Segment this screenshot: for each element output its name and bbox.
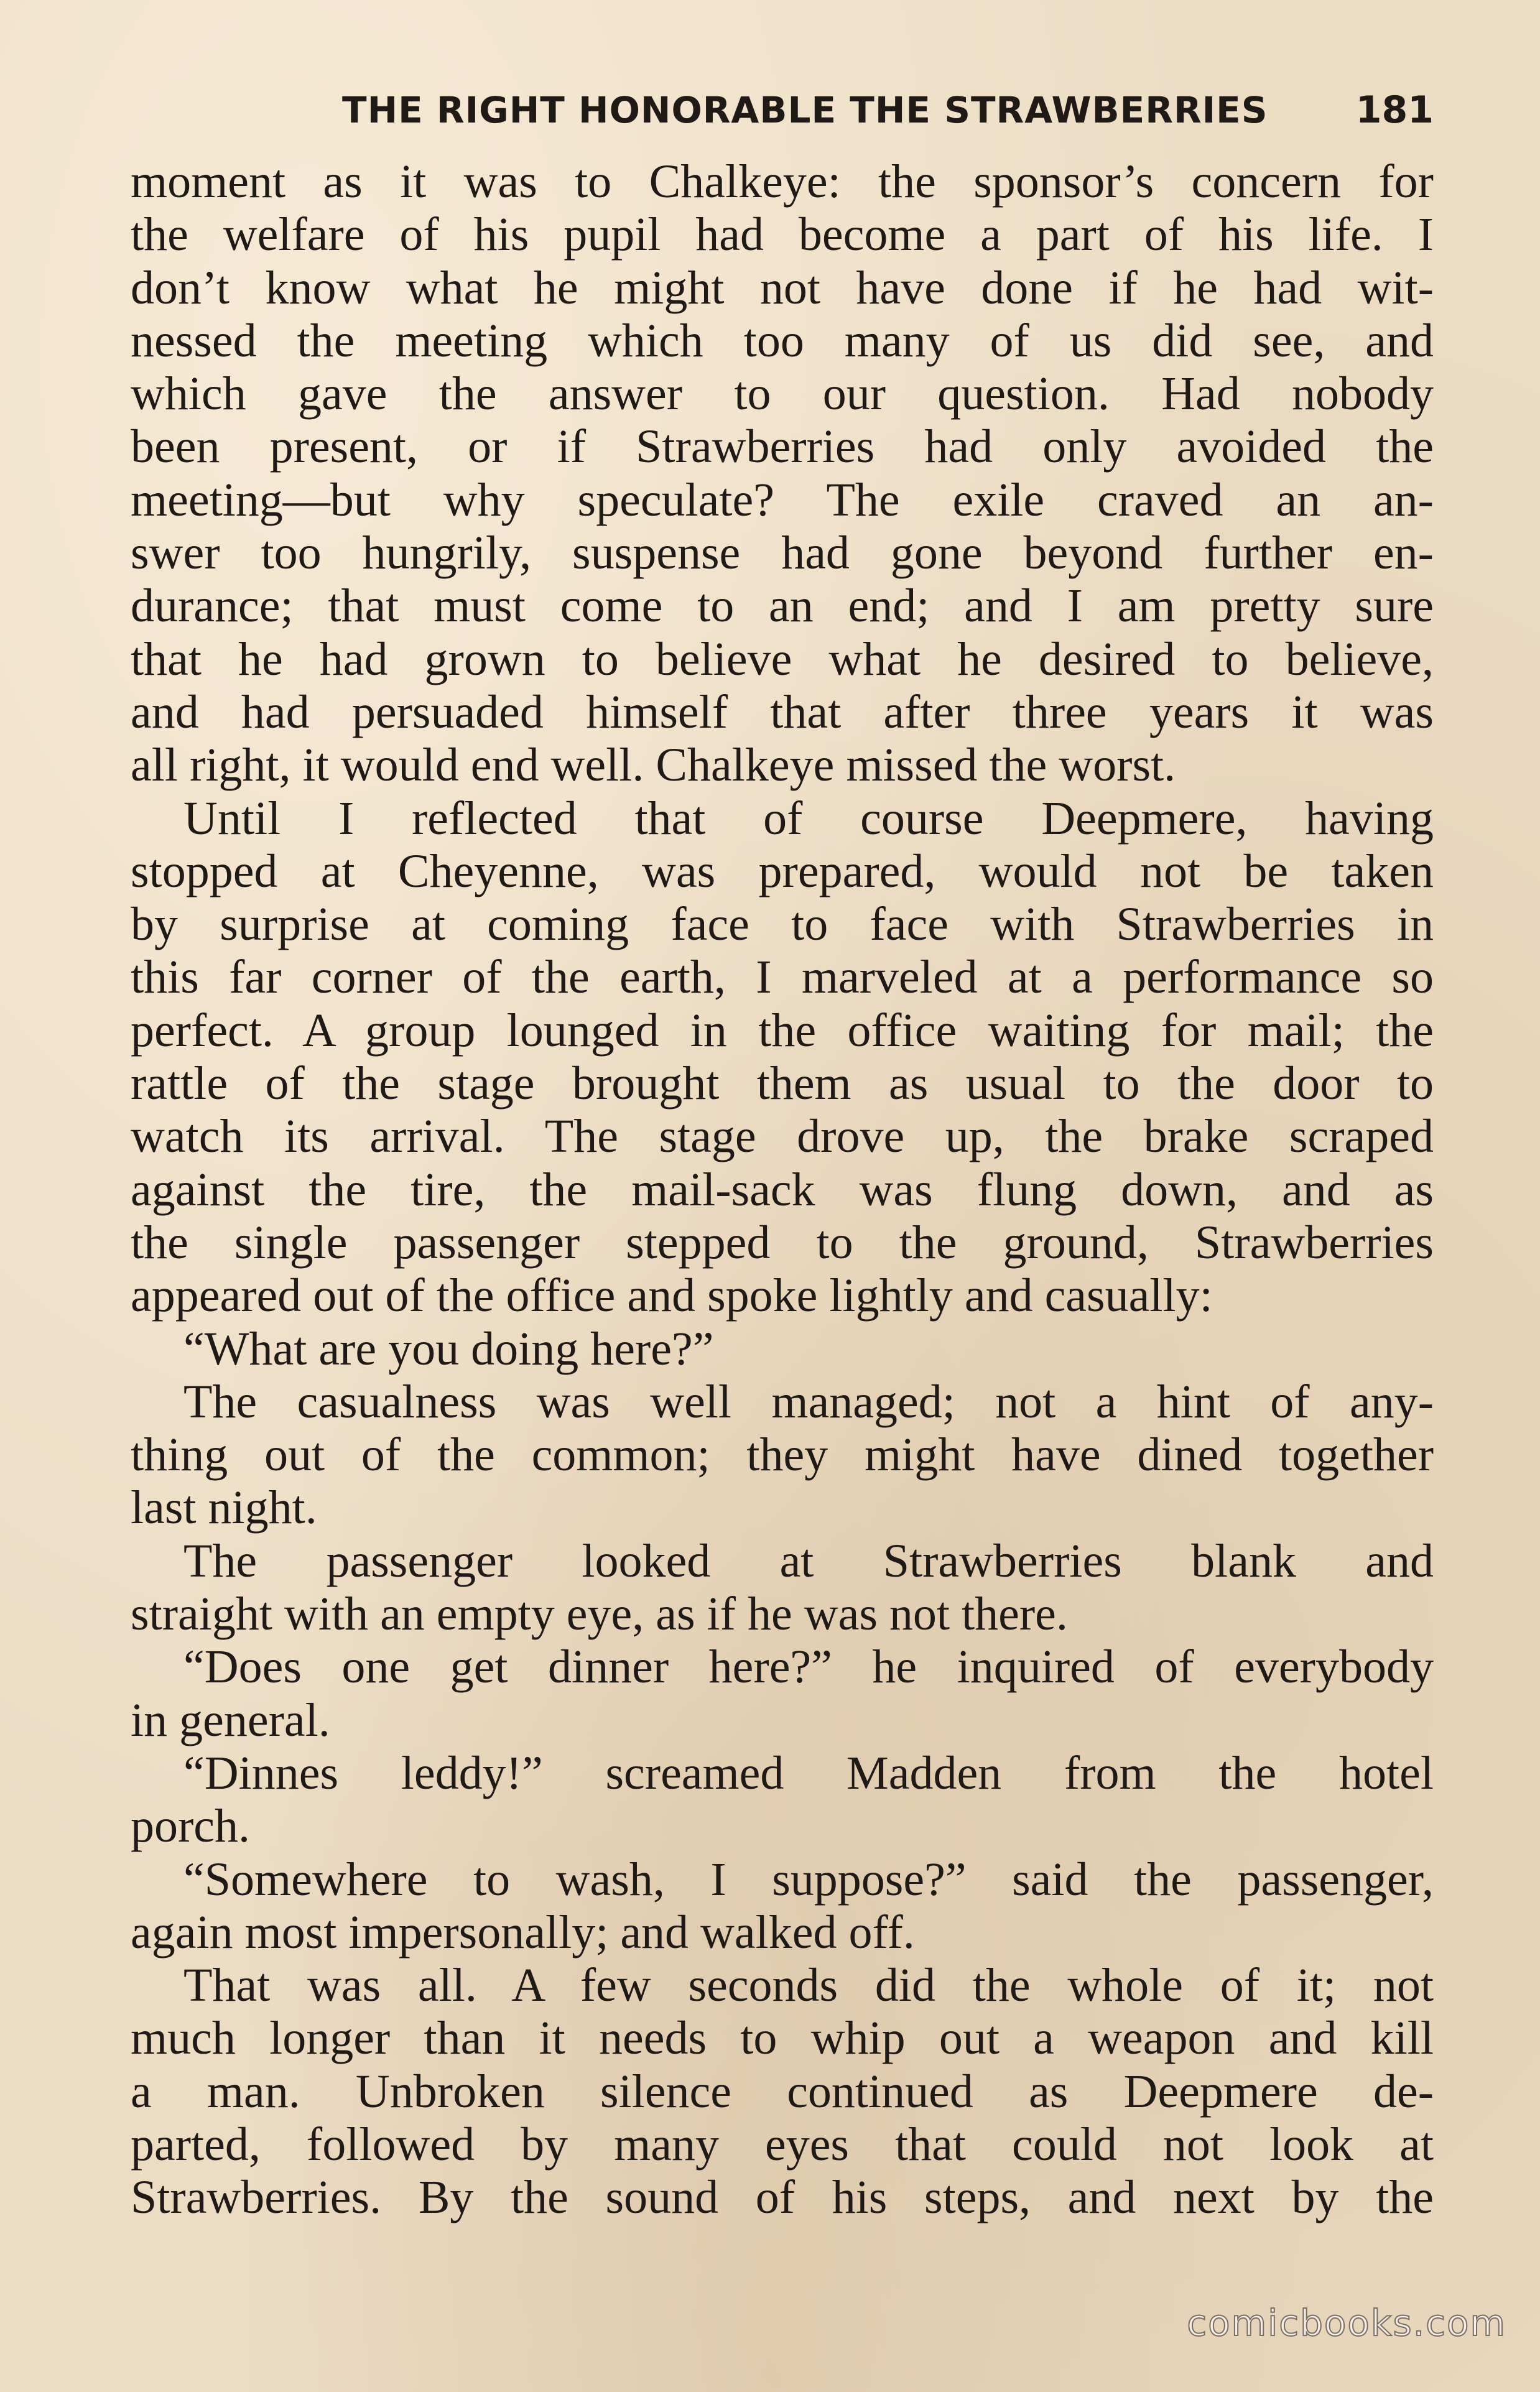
text-line: and had persuaded himself that after three years it was bbox=[131, 685, 1434, 738]
text-line: again most impersonally; and walked off. bbox=[131, 1906, 915, 1959]
text-line: by surprise at coming face to face with Strawberries in bbox=[131, 898, 1434, 951]
text-line: the single passenger stepped to the ground, Strawberries bbox=[131, 1216, 1434, 1269]
text-line: watch its arrival. The stage drove up, the brake scraped bbox=[131, 1110, 1434, 1163]
text-line: nessed the meeting which too many of us did see, and bbox=[131, 314, 1434, 367]
text-line: thing out of the common; they might have dined together bbox=[131, 1429, 1434, 1481]
text-line: been present, or if Strawberries had only avoided the bbox=[131, 420, 1434, 473]
text-line: porch. bbox=[131, 1800, 251, 1853]
text-line: Strawberries. By the sound of his steps, and next by the bbox=[131, 2171, 1434, 2224]
text-line: the welfare of his pupil had become a part of his life. I bbox=[131, 208, 1434, 261]
text-line: much longer than it needs to whip out a weapon and kill bbox=[131, 2012, 1434, 2065]
watermark: comicbooks.com bbox=[1187, 2302, 1506, 2344]
text-line: “Somewhere to wash, I suppose?” said the passenger, bbox=[183, 1853, 1434, 1906]
text-line: straight with an empty eye, as if he was not there. bbox=[131, 1588, 1068, 1641]
text-line: appeared out of the office and spoke lightly and casually: bbox=[131, 1269, 1213, 1322]
text-line: The passenger looked at Strawberries blank and bbox=[183, 1534, 1434, 1587]
text-line: The casualness was well managed; not a hint of any- bbox=[183, 1375, 1434, 1428]
text-line: “Dinnes leddy!” screamed Madden from the hotel bbox=[183, 1746, 1434, 1799]
text-line: last night. bbox=[131, 1481, 317, 1534]
text-line: this far corner of the earth, I marveled at a performance so bbox=[131, 951, 1434, 1004]
text-line: which gave the answer to our question. Had nobody bbox=[131, 368, 1434, 420]
text-line: moment as it was to Chalkeye: the sponsor’s concern for bbox=[131, 155, 1434, 208]
running-head bbox=[128, 82, 1434, 138]
text-line: don’t know what he might not have done if he had wit- bbox=[131, 261, 1434, 314]
text-line: parted, followed by many eyes that could not look at bbox=[131, 2118, 1434, 2171]
text-line: “Does one get dinner here?” he inquired of everybody bbox=[183, 1641, 1434, 1694]
text-line: perfect. A group lounged in the office waiting for mail; the bbox=[131, 1004, 1434, 1057]
text-line: stopped at Cheyenne, was prepared, would not be taken bbox=[131, 845, 1434, 897]
body-text bbox=[131, 155, 1434, 2225]
text-line: swer too hungrily, suspense had gone beyond further en- bbox=[131, 527, 1434, 580]
text-line: meeting—but why speculate? The exile craved an an- bbox=[131, 473, 1434, 526]
text-line: against the tire, the mail-sack was flung down, and as bbox=[131, 1163, 1434, 1216]
text-line: all right, it would end well. Chalkeye missed the worst. bbox=[131, 739, 1176, 792]
text-line: in general. bbox=[131, 1694, 330, 1746]
text-line: rattle of the stage brought them as usual to the door to bbox=[131, 1057, 1434, 1110]
text-line: a man. Unbroken silence continued as Deepmere de- bbox=[131, 2065, 1434, 2118]
text-line: Until I reflected that of course Deepmere, having bbox=[183, 792, 1434, 845]
running-title: THE RIGHT HONORABLE THE STRAWBERRIES bbox=[342, 89, 1268, 131]
text-line: That was all. A few seconds did the whole of it; not bbox=[183, 1959, 1434, 2012]
text-line: durance; that must come to an end; and I am pretty sure bbox=[131, 580, 1434, 633]
text-line: that he had grown to believe what he desired to believe, bbox=[131, 633, 1434, 685]
page-number: 181 bbox=[1355, 88, 1434, 132]
text-line: “What are you doing here?” bbox=[183, 1322, 714, 1375]
